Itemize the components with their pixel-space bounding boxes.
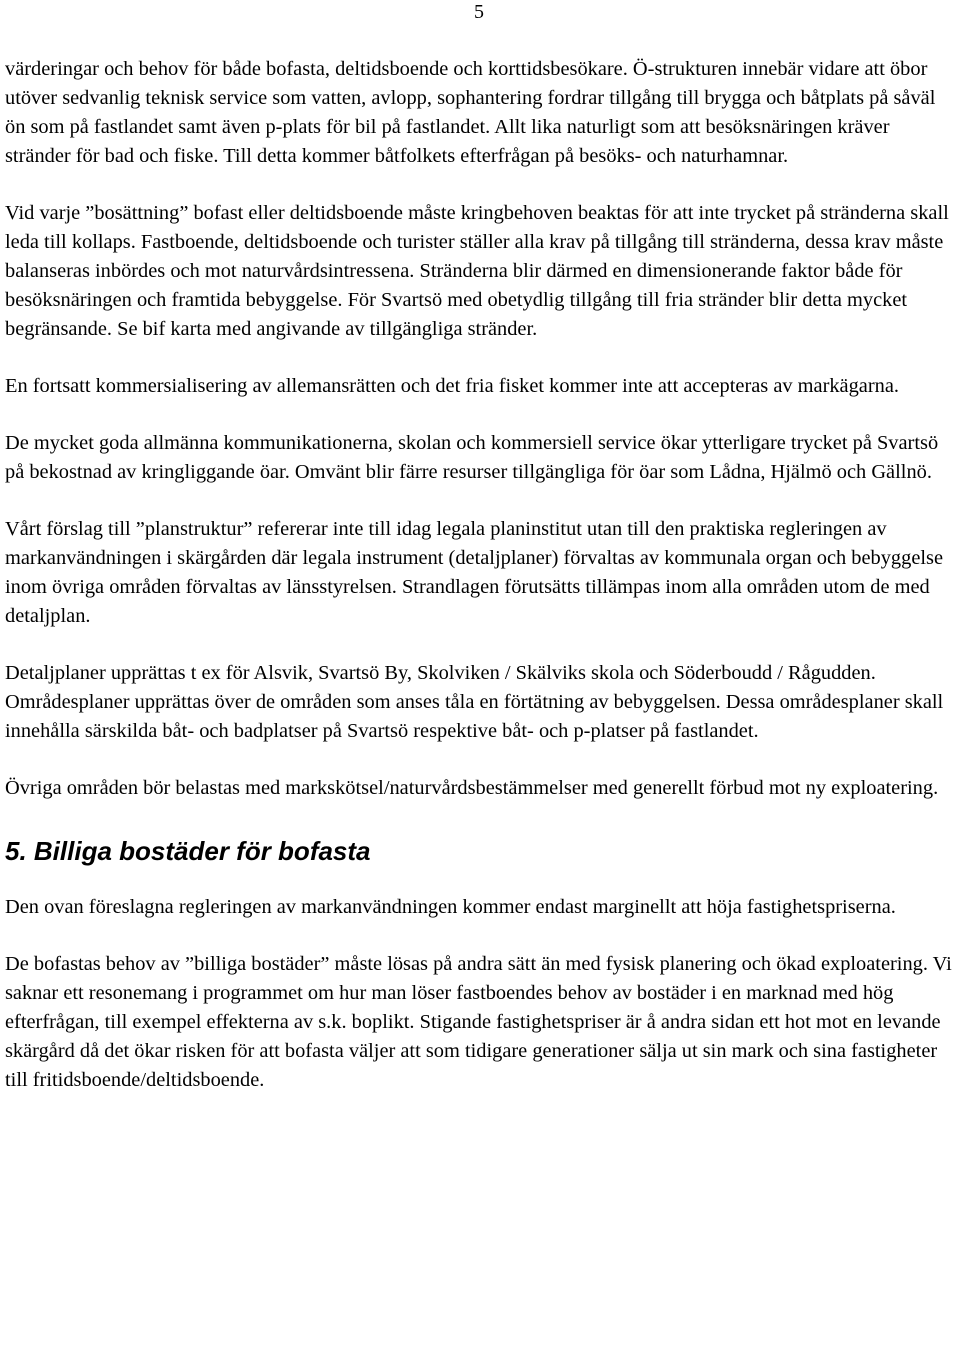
paragraph-2: Vid varje ”bosättning” bofast eller deltidsboende måste kringbehoven beaktas för att inte trycket på stränderna skall leda till kollaps. Fastboende, deltidsboende och turister ställer alla krav på tillgång till stränderna, dessa krav måste balanseras inbördes och mot naturvårdsintressena. Stränderna blir därmed en dimensionerande faktor både för besöksnäringen och framtida bebyggelse. För Svartsö med obetydlig tillgång till fria stränder blir detta mycket begränsande. Se bif karta med angivande av tillgängliga stränder.	[5, 202, 949, 340]
paragraph-3: En fortsatt kommersialisering av allemansrätten och det fria fisket kommer inte att accepteras av markägarna.	[5, 375, 899, 397]
paragraph-8: Den ovan föreslagna regleringen av markanvändningen kommer endast marginellt att höja fastighetspriserna.	[5, 896, 896, 918]
paragraph-9: De bofastas behov av ”billiga bostäder” måste lösas på andra sätt än med fysisk planering och ökad exploatering. Vi saknar ett resonemang i programmet om hur man löser fastboendes behov av bostäder i en marknad med hög efterfrågan, till exempel effekterna av s.k. boplikt. Stigande fastighetspriser är å andra sidan ett hot mot en levande skärgård då det ökar risken för att bofasta väljer att som tidigare generationer sälja ut sin mark och sina fastigheter till fritidsboende/deltidsboende.	[5, 953, 952, 1091]
paragraph-6: Detaljplaner upprättas t ex för Alsvik, Svartsö By, Skolviken / Skälviks skola och Söderboudd / Rågudden. Områdesplaner upprättas över de områden som anses tåla en förtätning av bebyggelsen. Dessa områdesplaner skall innehålla särskilda båt- och badplatser på Svartsö respektive båt- och p-platser på fastlandet.	[5, 662, 944, 742]
section-heading: 5. Billiga bostäder för bofasta	[5, 836, 371, 866]
paragraph-7: Övriga områden bör belastas med markskötsel/naturvårdsbestämmelser med generellt förbud mot ny exploatering.	[5, 777, 939, 799]
document-body	[5, 55, 955, 1123]
paragraph-4: De mycket goda allmänna kommunikationerna, skolan och kommersiell service ökar ytterligare trycket på Svartsö på bekostnad av kringliggande öar. Omvänt blir färre resurser tillgängliga för öar som Lådna, Hjälmö och Gällnö.	[5, 432, 939, 483]
paragraph-5: Vårt förslag till ”planstruktur” refererar inte till idag legala planinstitut utan till den praktiska regleringen av markanvändningen i skärgården där legala instrument (detaljplaner) förvaltas av kommunala organ och bebyggelse inom övriga områden förvaltas av länsstyrelsen. Strandlagen förutsätts tillämpas inom alla områden utom de med detaljplan.	[5, 518, 944, 627]
page-number: 5	[474, 1, 484, 23]
paragraph-1: värderingar och behov för både bofasta, deltidsboende och korttidsbesökare. Ö-strukturen innebär vidare att öbor utöver sedvanlig teknisk service som vatten, avlopp, sophantering fordrar tillgång till brygga och båtplats på såväl ön som på fastlandet samt även p-plats för bil på fastlandet. Allt lika naturligt som att besöksnäringen kräver stränder för bad och fiske. Till detta kommer båtfolkets efterfrågan på besöks- och naturhamnar.	[5, 58, 936, 167]
